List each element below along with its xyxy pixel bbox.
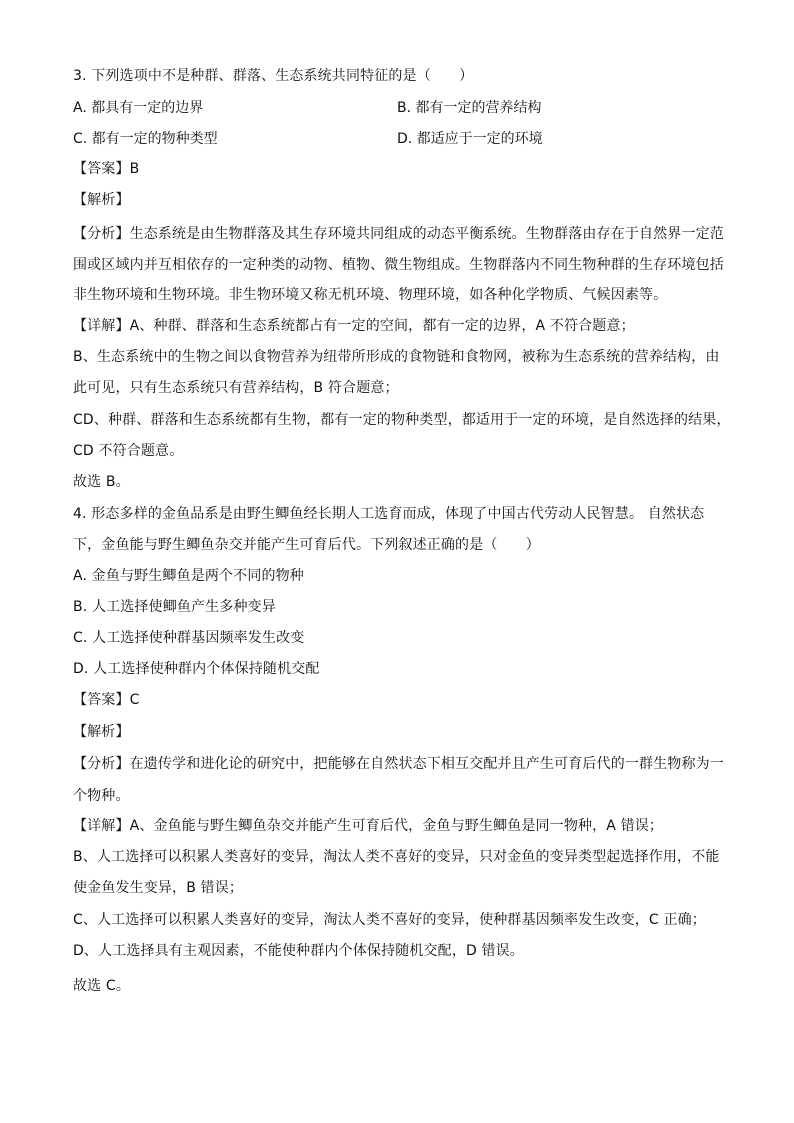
q3-fenxi-line: 【分析】生态系统是由生物群落及其生存环境共同组成的动态平衡系统。生物群落由存在于自然界一定范 xyxy=(73,226,724,242)
q4-xiangjie-line: C、人工选择可以积累人类喜好的变异，淘汰人类不喜好的变异，使种群基因频率发生改变，C 正确； xyxy=(73,912,706,928)
q4-answer: 【答案】C xyxy=(73,692,140,708)
q4-fenxi-line: 【分析】在遗传学和进化论的研究中，把能够在自然状态下相互交配并且产生可育后代的一群生物称为一 xyxy=(73,756,724,772)
q3-option-a: A. 都具有一定的边界 xyxy=(73,100,204,116)
q3-xiangjie-line: CD 不符合题意。 xyxy=(73,443,184,459)
q4-xiangjie-line: D、人工选择具有主观因素，不能使种群内个体保持随机交配，D 错误。 xyxy=(73,943,524,959)
q4-xiangjie-line: B、人工选择可以积累人类喜好的变异，淘汰人类不喜好的变异，只对金鱼的变异类型起选择作用，不能 xyxy=(73,849,720,865)
q3-stem: 3. 下列选项中不是种群、群落、生态系统共同特征的是（ ） xyxy=(73,68,474,84)
q3-conclusion: 故选 B。 xyxy=(73,474,130,490)
q3-option-c: C. 都有一定的物种类型 xyxy=(73,131,218,147)
q3-analysis-label: 【解析】 xyxy=(73,192,130,208)
q3-xiangjie-line: CD、种群、群落和生态系统都有生物，都有一定的物种类型，都适用于一定的环境，是自然选择的结果， xyxy=(73,412,731,428)
q3-xiangjie-line: B、生态系统中的生物之间以食物营养为纽带所形成的食物链和食物网，被称为生态系统的营养结构，由 xyxy=(73,349,720,365)
q4-option-a: A. 金鱼与野生鲫鱼是两个不同的物种 xyxy=(73,568,304,584)
q4-option-c: C. 人工选择使种群基因频率发生改变 xyxy=(73,630,305,646)
q4-conclusion: 故选 C。 xyxy=(73,978,130,994)
q3-fenxi-line: 围或区域内并互相依存的一定种类的动物、植物、微生物组成。生物群落内不同生物种群的生存环境包括 xyxy=(73,257,724,273)
q3-option-b: B. 都有一定的营养结构 xyxy=(397,100,542,116)
q3-answer: 【答案】B xyxy=(73,161,140,177)
q4-option-b: B. 人工选择使鲫鱼产生多种变异 xyxy=(73,599,276,615)
q3-fenxi-line: 非生物环境和生物环境。非生物环境又称无机环境、物理环境，如各种化学物质、气候因素等。 xyxy=(73,287,668,303)
q4-option-d: D. 人工选择使种群内个体保持随机交配 xyxy=(73,661,320,677)
q4-xiangjie-line: 【详解】A、金鱼能与野生鲫鱼杂交并能产生可育后代，金鱼与野生鲫鱼是同一物种，A 错误； xyxy=(73,818,664,834)
q3-option-d: D. 都适应于一定的环境 xyxy=(397,131,543,147)
q4-analysis-label: 【解析】 xyxy=(73,724,130,740)
q3-xiangjie-line: 【详解】A、种群、群落和生态系统都占有一定的空间，都有一定的边界，A 不符合题意； xyxy=(73,318,635,334)
q4-stem-line: 下，金鱼能与野生鲫鱼杂交并能产生可育后代。下列叙述正确的是（ ） xyxy=(73,537,540,553)
q4-fenxi-line: 个物种。 xyxy=(73,788,130,804)
q3-xiangjie-line: 此可见，只有生态系统只有营养结构，B 符合题意； xyxy=(73,380,399,396)
q4-xiangjie-line: 使金鱼发生变异，B 错误； xyxy=(73,880,244,896)
q4-stem-line: 4. 形态多样的金鱼品系是由野生鲫鱼经长期人工选育而成，体现了中国古代劳动人民智慧。 自然状态 xyxy=(73,506,705,522)
